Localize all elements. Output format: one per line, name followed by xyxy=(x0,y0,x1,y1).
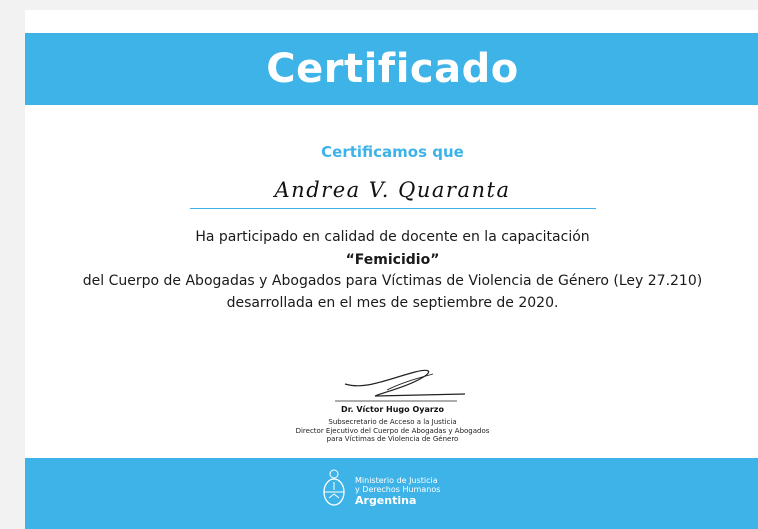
intro-text: Certificamos que xyxy=(321,143,464,161)
organization-line: del Cuerpo de Abogadas y Abogados para Víctimas de Violencia de Género (Ley 27.210) xyxy=(82,273,703,289)
top-margin xyxy=(25,0,758,10)
signatory-name: Dr. Víctor Hugo Oyarzo xyxy=(341,405,444,414)
title-banner xyxy=(25,33,758,105)
signatory-role-1: Subsecretario de Acceso a la Justicia xyxy=(328,418,457,426)
signatory-role-2: Director Ejecutivo del Cuerpo de Abogadas y Abogados xyxy=(295,427,490,435)
date-line: desarrollada en el mes de septiembre de 2020. xyxy=(226,295,559,311)
signature-image xyxy=(315,360,475,406)
footer-banner xyxy=(25,458,758,529)
participation-line: Ha participado en calidad de docente en la capacitación xyxy=(195,229,590,245)
ministry-line-2: y Derechos Humanos xyxy=(355,485,441,494)
certificate-page xyxy=(25,0,758,529)
recipient-name: Andrea V. Quaranta xyxy=(274,178,511,202)
name-underline xyxy=(190,208,596,209)
ministry-line-1: Ministerio de Justicia xyxy=(355,476,438,485)
ministry-logo-text xyxy=(355,476,440,507)
country-name: Argentina xyxy=(355,494,417,507)
certificate-title: Certificado xyxy=(266,46,519,92)
coat-of-arms-icon xyxy=(321,468,347,508)
signatory-role-3: para Víctimas de Violencia de Género xyxy=(326,435,459,443)
course-name: “Femicidio” xyxy=(345,252,440,268)
